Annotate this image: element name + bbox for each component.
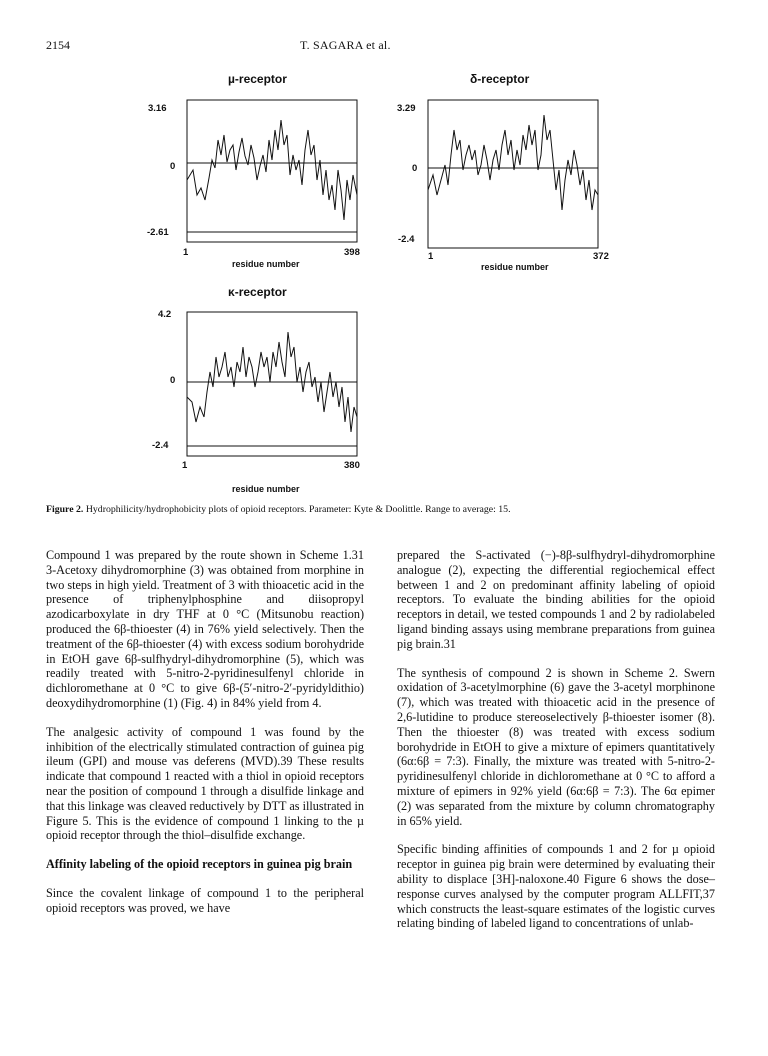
delta-hydropathy-line [428, 115, 598, 210]
figure-caption-label: Figure 2. [46, 504, 84, 515]
right-column [397, 548, 715, 931]
delta-y-top-tick: 3.29 [397, 103, 416, 114]
right-paragraph-2: The synthesis of compound 2 is shown in Scheme 2. Swern oxidation of 3-acetylmorphine (6) gave the 3-acetyl morphinone (7), which was treated with thioacetic acid in the presence of 2,6-lutidine to produce stereoselectively β-thioester isomer (8). Then the thioester (8) was treated with excess sodium borohydride in EtOH to give a mixture of epimers quantitatively (6α:6β = 7:3). Finally, the mixture was treated with 5-nitro-2-pyridinesulfenyl chloride in dichloromethane at 0 °C to afford a mixture of epimers in 92% yield (6α:6β = 7:3). The 6α epimer (2) was separated from the mixture by column chromatography in 65% yield. [397, 665, 715, 828]
mu-hydropathy-line [187, 120, 357, 220]
right-paragraph-1: prepared the S-activated (−)-8β-sulfhydryl-dihydromorphine analogue (2), expecting the differential regiochemical effect between 1 and 2 on predominant affinity labeling of opioid receptors. To evaluate the binding abilities for the opioid receptors in detail, we tested compounds 1 and 2 by radiolabeled ligand binding assays using membrane preparations from guinea pig brain.31 [397, 548, 715, 651]
left-column [46, 548, 364, 916]
delta-frame [428, 100, 598, 248]
delta-x-axis-label: residue number [481, 262, 549, 272]
mu-y-zero-tick: 0 [170, 161, 176, 172]
left-paragraph-3: Since the covalent linkage of compound 1 to the peripheral opioid receptors was proved, we have [46, 885, 364, 915]
section-heading: Affinity labeling of the opioid receptors in guinea pig brain [46, 857, 353, 872]
mu-y-bottom-tick: -2.61 [147, 227, 169, 238]
kappa-plot [187, 312, 357, 456]
kappa-x-end-tick: 380 [344, 460, 360, 471]
delta-y-zero-tick: 0 [412, 163, 418, 174]
figure-caption-text: Hydrophilicity/hydrophobicity plots of opioid receptors. Parameter: Kyte & Doolittle. Range to average: 15. [85, 504, 511, 515]
mu-chart-title: µ-receptor [228, 72, 287, 86]
mu-x-axis-label: residue number [232, 259, 300, 269]
delta-y-bottom-tick: -2.4 [398, 234, 415, 245]
mu-frame [187, 100, 357, 242]
delta-x-end-tick: 372 [593, 251, 609, 262]
kappa-y-top-tick: 4.2 [158, 309, 172, 320]
kappa-y-bottom-tick: -2.4 [152, 440, 169, 451]
mu-plot [187, 100, 357, 242]
delta-chart-title: δ-receptor [470, 72, 530, 86]
delta-plot [428, 100, 598, 248]
kappa-x-axis-label: residue number [232, 484, 300, 494]
page-number: 2154 [46, 38, 70, 52]
right-paragraph-3: Specific binding affinities of compounds 1 and 2 for µ opioid receptor in guinea pig brain were determined by evaluating their ability to displace [3H]-naloxone.40 Figure 6 shows the dose–response curves analysed by the computer program ALLFIT,37 which constructs the least-square estimates of the logistic curves relating binding of labeled ligand to concentrations of unlab- [397, 842, 715, 931]
kappa-y-zero-tick: 0 [170, 375, 176, 386]
delta-x-start-tick: 1 [428, 251, 434, 262]
kappa-chart-title: κ-receptor [228, 285, 287, 299]
left-paragraph-2: The analgesic activity of compound 1 was found by the inhibition of the electrically stimulated contraction of guinea pig ileum (GPI) and mouse vas deferens (MVD).39 These results indicate that compound 1 reacted with a thiol in opioid receptors near the position of compound 1 through a disulfide linkage and that this linkage was cleaved reductively by DTT as illustrated in Figure 5. This is the evidence of compound 1 linking to the µ opioid receptor through the thiol–disulfide exchange. [46, 724, 364, 843]
mu-y-top-tick: 3.16 [148, 103, 167, 114]
left-paragraph-1: Compound 1 was prepared by the route shown in Scheme 1.31 3-Acetoxy dihydromorphine (3) was obtained from morphine in two steps in high yield. Treatment of 3 with thioacetic acid in the presence of triphenylphosphine and diisopropyl azodicarboxylate in dry THF at 0 °C (Mitsunobu reaction) produced the 6β-thioester (4) in 76% yield selectively. Then the treatment of the 6β-thioester (4) with excess sodium borohydride in EtOH gave 6β-sulfhydryl-dihydromorphine (5), which was readily treated with 5-nitro-2-pyridinesulfenyl chloride in dichloromethane at 0 °C to give 6β-(5′-nitro-2′-pyridyldithio) deoxydihydromorphine (1) (Fig. 4) in 84% yield from 4. [46, 548, 364, 710]
running-header: T. SAGARA et al. [300, 38, 391, 52]
kappa-x-start-tick: 1 [182, 460, 188, 471]
figure-caption [46, 503, 736, 516]
mu-x-start-tick: 1 [183, 247, 189, 258]
mu-x-end-tick: 398 [344, 247, 360, 258]
